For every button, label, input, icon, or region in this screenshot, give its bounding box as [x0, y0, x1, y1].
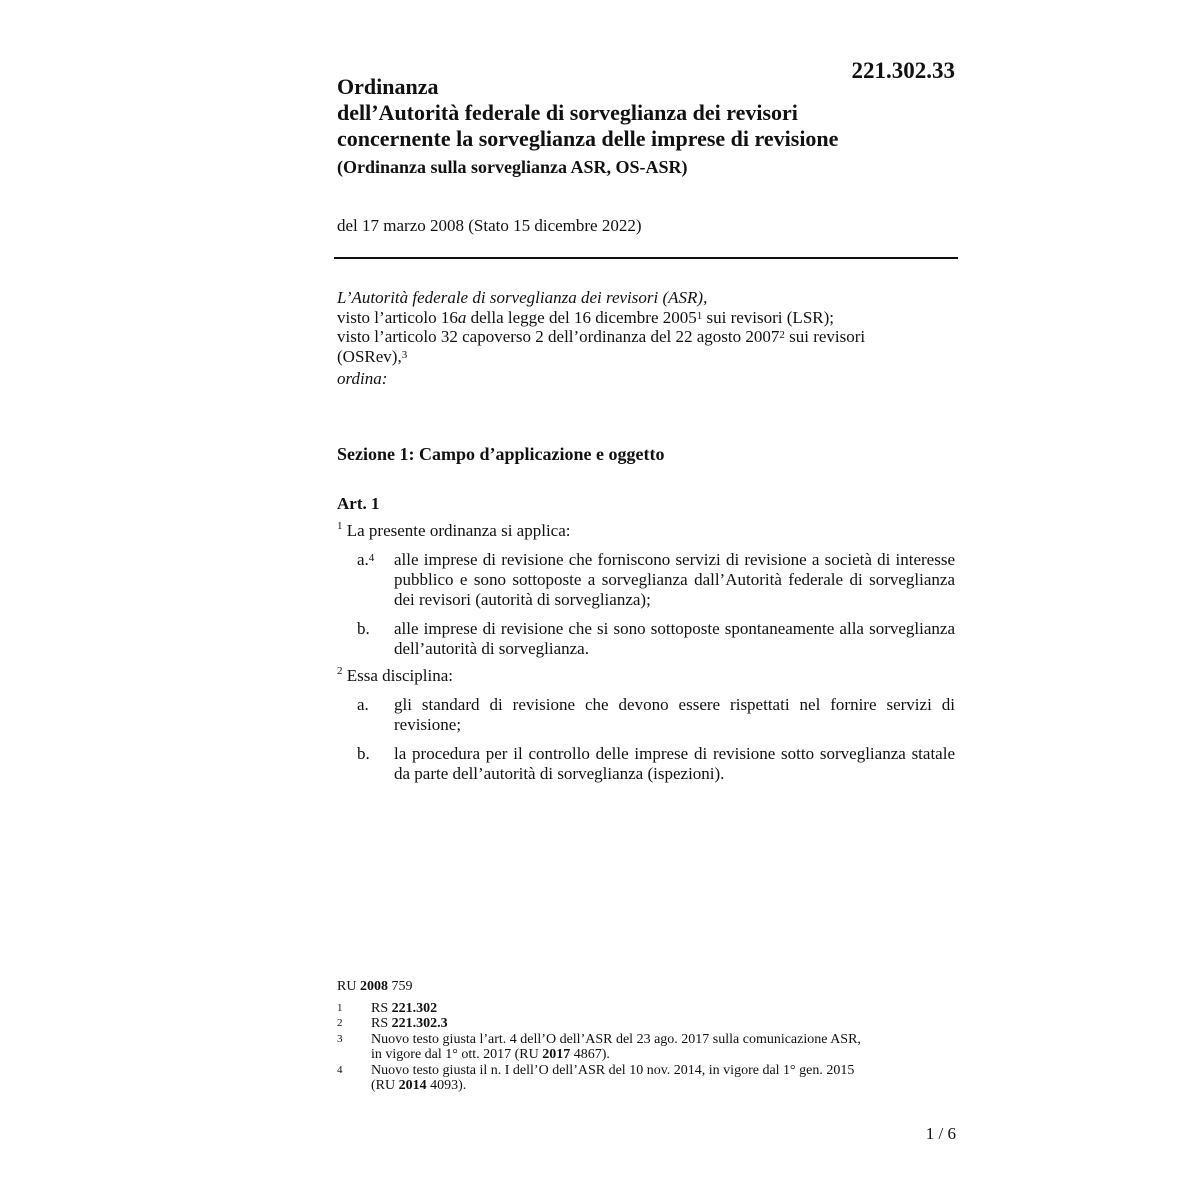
preamble-line-3-a: (OSRev),	[337, 346, 402, 366]
footnote-text	[371, 1016, 448, 1031]
paragraph-text: La presente ordinanza si applica:	[346, 521, 571, 540]
footnote-number: 1	[337, 1001, 343, 1014]
page-number: 1 / 6	[925, 1124, 956, 1143]
list-item-letter: b.	[357, 619, 370, 638]
footnote-ref-1[interactable]: 1	[696, 309, 703, 322]
preamble-line-2-b: sui revisori	[784, 327, 866, 346]
official-compilation-ref	[337, 979, 957, 995]
footnote-line-bold: 2017	[542, 1047, 571, 1062]
paragraph-1	[337, 521, 570, 541]
preamble-line-1	[337, 308, 957, 328]
list-item	[337, 744, 957, 784]
footnote-line-a: (RU	[371, 1078, 399, 1093]
footnote	[337, 1032, 957, 1063]
footnote-line-bold: 2014	[398, 1078, 427, 1093]
footnote-bold: 221.302.3	[391, 1016, 448, 1031]
footnote-line-b: 4093).	[426, 1078, 467, 1093]
preamble-line-2-a: visto l’articolo 32 capoverso 2 dell’ordinanza del 22 agosto 2007	[337, 327, 780, 346]
section-title: Sezione 1: Campo d’applicazione e oggetto	[337, 444, 665, 464]
list-item-text: la procedura per il controllo delle imprese di revisione sotto sorveglianza statale da parte dell’autorità di sorveglianza (ispezioni).	[394, 744, 955, 783]
footnote-line: Nuovo testo giusta l’art. 4 dell’O dell’ASR del 23 ago. 2017 sulla comunicazione ASR,	[371, 1031, 861, 1047]
footnote-line	[371, 1078, 957, 1094]
footnote-prefix: RS	[371, 1000, 392, 1016]
paragraph-text: Essa disciplina:	[346, 666, 453, 685]
footnote-line-a: in vigore dal 1° ott. 2017 (RU	[371, 1047, 543, 1062]
footnotes	[337, 979, 957, 1094]
footnote-bold: 221.302	[391, 1000, 438, 1016]
ru-page: 759	[387, 979, 413, 994]
list-item	[337, 550, 957, 610]
short-title: (Ordinanza sulla sorveglianza ASR, OS-ASR)	[337, 157, 688, 177]
footnote-line: Nuovo testo giusta il n. I dell’O dell’ASR del 10 nov. 2014, in vigore dal 1° gen. 2015	[371, 1062, 855, 1078]
item-letter: a.	[357, 550, 369, 569]
list-item-letter	[357, 550, 374, 570]
footnote-number: 4	[337, 1063, 343, 1076]
footnote-text	[371, 1001, 437, 1016]
preamble-line-2	[337, 327, 957, 347]
preamble-line-1-b: della legge del 16 dicembre 2005	[466, 307, 697, 327]
sr-number: 221.302.33	[851, 58, 955, 83]
footnote-ref-3[interactable]: 3	[401, 348, 408, 361]
preamble-line-1-italic: a	[457, 307, 467, 327]
document-date: del 17 marzo 2008 (Stato 15 dicembre 2022)	[337, 216, 642, 235]
header-divider	[334, 257, 958, 259]
footnote-ref-2[interactable]: 2	[779, 329, 785, 341]
preamble-ordina: ordina:	[337, 369, 388, 388]
footnote	[337, 1063, 957, 1094]
title-line-2: dell’Autorità federale di sorveglianza dei revisori	[337, 100, 798, 125]
list-item-letter: a.	[357, 695, 369, 714]
footnote-ref-4[interactable]: 4	[368, 552, 375, 564]
list-item-text: alle imprese di revisione che forniscono servizi di revisione a società di interesse pubblico e sono sottoposte a sorveglianza dall’Autorità federale di sorveglianza dei revisori (autorità di sorveglianza);	[394, 550, 955, 609]
ru-year: 2008	[359, 979, 388, 994]
footnote-number: 3	[337, 1032, 343, 1045]
footnote-line-b: 4867).	[570, 1047, 610, 1062]
footnote-number: 2	[337, 1017, 343, 1029]
preamble-line-1-a: visto l’articolo 16	[337, 307, 458, 327]
paragraph-number: 1	[337, 520, 343, 532]
list-item-text: alle imprese di revisione che si sono sottoposte spontaneamente alla sorveglianza dell’autorità di sorveglianza.	[394, 619, 955, 658]
footnote	[337, 1001, 957, 1017]
ru-prefix: RU	[337, 979, 360, 994]
footnote-prefix: RS	[371, 1016, 392, 1031]
title-line-3: concernente la sorveglianza delle imprese di revisione	[337, 126, 839, 151]
paragraph-number: 2	[337, 665, 343, 677]
title-line-1: Ordinanza	[337, 74, 439, 99]
preamble-authority: L’Autorità federale di sorveglianza dei revisori (ASR),	[337, 288, 708, 307]
list-item	[337, 695, 957, 735]
list-item-letter: b.	[357, 744, 370, 763]
article-title: Art. 1	[337, 494, 380, 513]
paragraph-2	[337, 666, 453, 686]
footnote-line	[371, 1047, 957, 1063]
list-item-text: gli standard di revisione che devono essere rispettati nel fornire servizi di revisione;	[394, 695, 955, 734]
list-item	[337, 619, 957, 659]
footnote	[337, 1016, 957, 1032]
preamble	[337, 288, 957, 389]
document-title	[337, 74, 957, 182]
preamble-line-3	[337, 347, 957, 367]
preamble-line-1-c: sui revisori (LSR);	[702, 307, 834, 327]
